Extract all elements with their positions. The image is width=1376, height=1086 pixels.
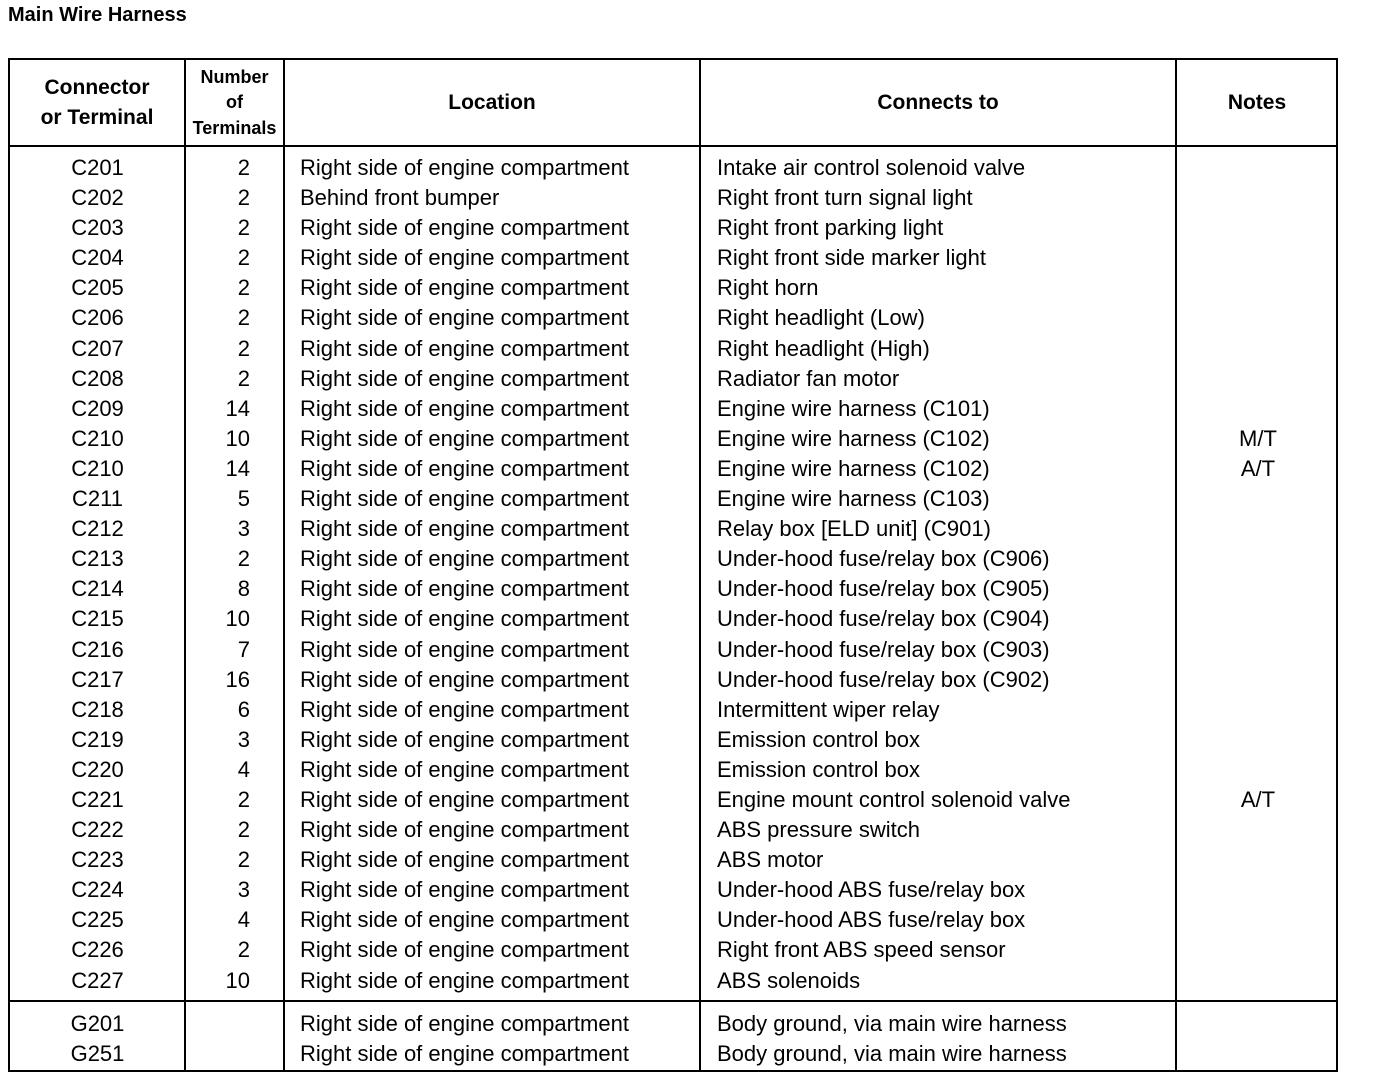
location-cell: Right side of engine compartment <box>300 425 629 451</box>
location-cell: Right side of engine compartment <box>300 365 629 391</box>
header-number-line: of <box>225 92 243 113</box>
connects-to-cell: Right headlight (High) <box>717 335 930 361</box>
location-cell: Right side of engine compartment <box>300 516 629 542</box>
terminals-cell: 3 <box>237 877 250 903</box>
terminals-cell: 2 <box>237 335 250 361</box>
terminals-cell: 2 <box>237 937 250 963</box>
location-cell: Right side of engine compartment <box>300 546 629 572</box>
location-cell: Behind front bumper <box>300 185 500 211</box>
header-number-line: Number <box>200 67 269 88</box>
location-cell: Right side of engine compartment <box>300 817 629 843</box>
location-cell: Right side of engine compartment <box>300 455 629 481</box>
table-row <box>0 514 1376 544</box>
location-cell: Right side of engine compartment <box>300 606 629 632</box>
terminals-cell: 10 <box>225 606 250 632</box>
connector-cell: C222 <box>71 817 124 843</box>
table-row <box>0 1009 1376 1039</box>
terminals-cell: 2 <box>237 155 250 180</box>
header-number-of-terminals <box>186 60 283 146</box>
connects-to-cell: Right headlight (Low) <box>717 305 925 331</box>
connects-to-cell: Under-hood fuse/relay box (C904) <box>717 606 1050 632</box>
connects-to-cell: Engine mount control solenoid valve <box>717 786 1071 812</box>
table-row <box>0 454 1376 484</box>
connects-to-cell: Radiator fan motor <box>717 365 900 391</box>
table-row <box>0 1039 1376 1069</box>
connects-to-cell: Engine wire harness (C103) <box>717 486 990 512</box>
terminals-cell: 2 <box>237 245 250 271</box>
connector-cell: C211 <box>72 486 123 512</box>
connects-to-cell: ABS solenoids <box>717 967 861 993</box>
terminals-cell: 2 <box>237 215 250 241</box>
connector-cell: C208 <box>71 365 124 391</box>
header-connector-line: or Terminal <box>40 106 154 129</box>
header-connector <box>10 60 184 146</box>
location-cell: Right side of engine compartment <box>300 967 629 993</box>
table-row <box>0 183 1376 213</box>
connects-to-cell: Engine wire harness (C101) <box>717 395 990 421</box>
location-cell: Right side of engine compartment <box>300 1041 629 1067</box>
connector-cell: C205 <box>71 275 124 301</box>
table-row <box>0 905 1376 935</box>
notes-cell: A/T <box>1240 786 1276 812</box>
connector-cell: C209 <box>71 395 124 421</box>
location-cell: Right side of engine compartment <box>300 786 629 812</box>
connects-to-cell: Under-hood fuse/relay box (C905) <box>717 576 1050 602</box>
connector-cell: G201 <box>70 1011 125 1036</box>
connector-cell: C218 <box>71 696 124 722</box>
location-cell: Right side of engine compartment <box>300 726 629 752</box>
terminals-cell: 14 <box>225 395 250 421</box>
connects-to-cell: Under-hood fuse/relay box (C902) <box>717 666 1050 692</box>
terminals-cell: 2 <box>237 546 250 572</box>
header-number-line: Terminals <box>192 117 277 138</box>
location-cell: Right side of engine compartment <box>300 245 629 271</box>
connector-rows <box>0 153 1376 996</box>
terminals-cell: 7 <box>237 636 250 662</box>
table-row <box>0 695 1376 725</box>
connector-cell: C220 <box>71 756 124 782</box>
terminals-cell: 2 <box>237 365 250 391</box>
terminals-cell: 16 <box>225 666 250 692</box>
table-row <box>0 484 1376 514</box>
connects-to-cell: Body ground, via main wire harness <box>717 1041 1067 1067</box>
page-title: Main Wire Harness <box>8 4 187 26</box>
connector-cell: C221 <box>71 786 124 812</box>
connects-to-cell: Intermittent wiper relay <box>717 696 940 722</box>
connector-cell: C227 <box>71 967 124 993</box>
connector-cell: C219 <box>71 726 124 752</box>
table-row <box>0 544 1376 574</box>
terminals-cell: 2 <box>237 305 250 331</box>
table-row <box>0 243 1376 273</box>
location-cell: Right side of engine compartment <box>300 395 629 421</box>
location-cell: Right side of engine compartment <box>300 1011 629 1036</box>
connector-cell: C206 <box>71 305 124 331</box>
table-row <box>0 755 1376 785</box>
terminals-cell: 2 <box>237 817 250 843</box>
connects-to-cell: Right horn <box>717 275 819 301</box>
connector-cell: C204 <box>71 245 124 271</box>
terminals-cell: 2 <box>237 786 250 812</box>
connects-to-cell: Emission control box <box>717 756 920 782</box>
terminals-cell: 10 <box>225 425 250 451</box>
terminals-cell: 14 <box>225 455 250 481</box>
connects-to-cell: Under-hood fuse/relay box (C903) <box>717 636 1050 662</box>
table-row <box>0 424 1376 454</box>
table-row <box>0 935 1376 965</box>
terminals-cell: 4 <box>237 756 250 782</box>
terminals-cell: 6 <box>237 696 250 722</box>
location-cell: Right side of engine compartment <box>300 847 629 873</box>
table-row <box>0 364 1376 394</box>
table-row <box>0 303 1376 333</box>
location-cell: Right side of engine compartment <box>300 335 629 361</box>
connects-to-cell: Emission control box <box>717 726 920 752</box>
location-cell: Right side of engine compartment <box>300 636 629 662</box>
connects-to-cell: Right front side marker light <box>717 245 986 271</box>
terminals-cell: 3 <box>237 726 250 752</box>
location-cell: Right side of engine compartment <box>300 486 629 512</box>
connector-cell: C210 <box>71 425 124 451</box>
table-row <box>0 966 1376 996</box>
table-row <box>0 574 1376 604</box>
location-cell: Right side of engine compartment <box>300 576 629 602</box>
location-cell: Right side of engine compartment <box>300 215 629 241</box>
notes-cell: M/T <box>1239 425 1277 451</box>
connects-to-cell: Right front parking light <box>717 215 944 241</box>
location-cell: Right side of engine compartment <box>300 907 629 933</box>
location-cell: Right side of engine compartment <box>300 877 629 903</box>
section-divider <box>8 1000 1338 1002</box>
connects-to-cell: Right front turn signal light <box>717 185 973 211</box>
terminals-cell: 2 <box>237 275 250 301</box>
connector-cell: C210 <box>71 455 124 481</box>
connector-cell: C215 <box>71 606 124 632</box>
terminals-cell: 8 <box>237 576 250 602</box>
location-cell: Right side of engine compartment <box>300 275 629 301</box>
location-cell: Right side of engine compartment <box>300 305 629 331</box>
table-row <box>0 845 1376 875</box>
header-connector-line: Connector <box>44 75 150 99</box>
table-row <box>0 875 1376 905</box>
table-row <box>0 815 1376 845</box>
connector-cell: C223 <box>71 847 124 873</box>
terminals-cell: 2 <box>237 847 250 873</box>
connector-cell: C201 <box>71 155 124 180</box>
connects-to-cell: Relay box [ELD unit] (C901) <box>717 516 991 542</box>
connector-cell: C213 <box>71 546 124 572</box>
table-row <box>0 394 1376 424</box>
connector-cell: C225 <box>71 907 124 933</box>
connector-cell: C202 <box>71 185 124 211</box>
connects-to-cell: Under-hood fuse/relay box (C906) <box>717 546 1050 572</box>
header-notes: Notes <box>1227 90 1287 114</box>
location-cell: Right side of engine compartment <box>300 155 629 180</box>
connects-to-cell: Right front ABS speed sensor <box>717 937 1006 963</box>
connector-cell: C212 <box>71 516 124 542</box>
table-row <box>0 334 1376 364</box>
terminals-cell: 2 <box>237 185 250 211</box>
connects-to-cell: Under-hood ABS fuse/relay box <box>717 907 1026 933</box>
connector-cell: C207 <box>71 335 124 361</box>
connects-to-cell: Intake air control solenoid valve <box>717 155 1026 180</box>
ground-rows <box>0 1009 1376 1069</box>
location-cell: Right side of engine compartment <box>300 937 629 963</box>
header-location: Location <box>448 90 536 114</box>
terminals-cell: 10 <box>225 967 250 993</box>
connector-cell: G251 <box>70 1041 125 1067</box>
table-row <box>0 153 1376 183</box>
connects-to-cell: Engine wire harness (C102) <box>717 425 990 451</box>
connects-to-cell: Engine wire harness (C102) <box>717 455 990 481</box>
terminals-cell: 4 <box>237 907 250 933</box>
terminals-cell: 3 <box>237 516 250 542</box>
header-connects-to: Connects to <box>877 90 999 114</box>
table-row <box>0 635 1376 665</box>
terminals-cell: 5 <box>237 486 250 512</box>
connector-cell: C214 <box>71 576 124 602</box>
connector-cell: C217 <box>71 666 124 692</box>
table-row <box>0 604 1376 634</box>
table-row <box>0 785 1376 815</box>
connector-cell: C216 <box>71 636 124 662</box>
connector-cell: C226 <box>71 937 124 963</box>
location-cell: Right side of engine compartment <box>300 756 629 782</box>
location-cell: Right side of engine compartment <box>300 696 629 722</box>
connects-to-cell: Body ground, via main wire harness <box>717 1011 1067 1036</box>
connector-cell: C224 <box>71 877 124 903</box>
table-row <box>0 213 1376 243</box>
notes-cell: A/T <box>1240 455 1276 481</box>
table-row <box>0 725 1376 755</box>
table-row <box>0 273 1376 303</box>
location-cell: Right side of engine compartment <box>300 666 629 692</box>
table-row <box>0 665 1376 695</box>
connector-cell: C203 <box>71 215 124 241</box>
connects-to-cell: ABS motor <box>717 847 824 873</box>
connects-to-cell: Under-hood ABS fuse/relay box <box>717 877 1026 903</box>
connects-to-cell: ABS pressure switch <box>717 817 920 843</box>
